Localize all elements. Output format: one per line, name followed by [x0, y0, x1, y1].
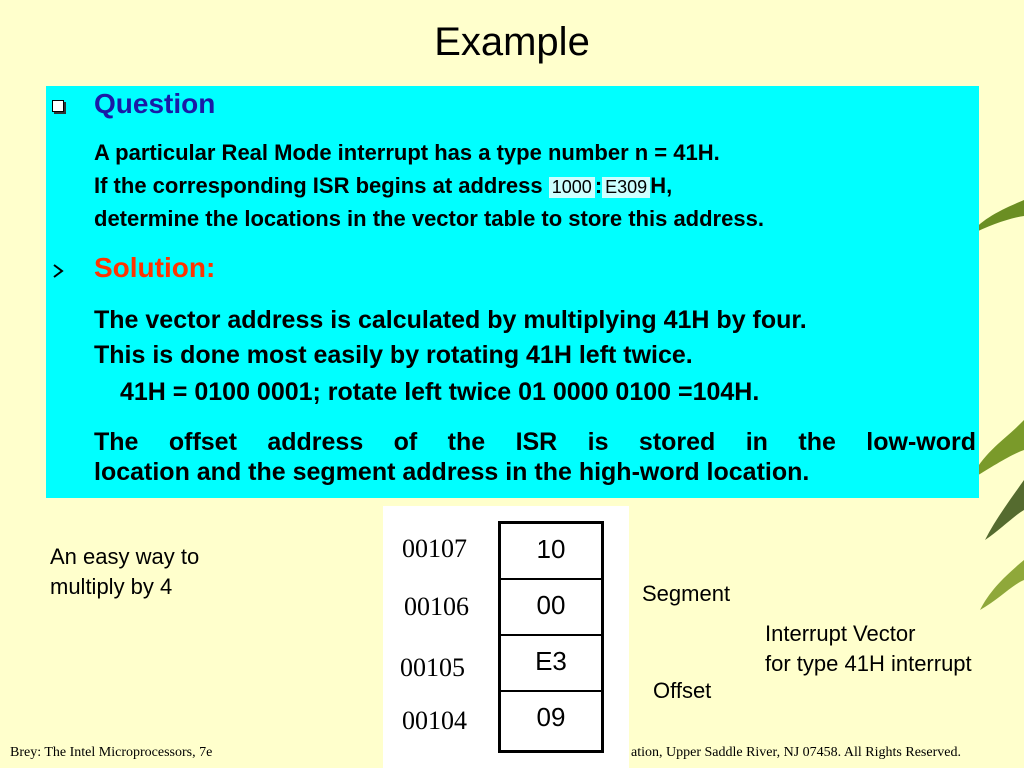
vector-table-cell: 00 — [501, 580, 601, 636]
square-bullet-icon — [52, 100, 64, 112]
vector-table — [498, 521, 604, 753]
question-line-2-text: If the corresponding ISR begins at address — [94, 173, 543, 198]
easy-way-note-line-2: multiply by 4 — [50, 574, 173, 599]
solution-line-3: 41H = 0100 0001; rotate left twice 01 0000 0100 =104H. — [120, 378, 760, 406]
solution-line-2: This is done most easily by rotating 41H left twice. — [94, 341, 693, 369]
vector-table-cell: E3 — [501, 636, 601, 692]
address-label: 00105 — [400, 653, 465, 682]
address-label: 00106 — [404, 592, 469, 621]
interrupt-vector-note-line-1: Interrupt Vector — [765, 621, 916, 646]
address-colon: : — [594, 173, 603, 198]
address-label: 00104 — [402, 706, 467, 735]
segment-value-box: 1000 — [549, 177, 595, 198]
page-title: Example — [434, 20, 590, 64]
interrupt-vector-note — [765, 619, 972, 679]
vector-table-cell: 10 — [501, 524, 601, 580]
question-line-2 — [94, 173, 672, 199]
solution-line-5: location and the segment address in the high-word location. — [94, 458, 810, 486]
solution-heading: Solution: — [94, 252, 216, 283]
arrow-bullet-icon — [52, 264, 64, 278]
solution-line-1: The vector address is calculated by multiplying 41H by four. — [94, 306, 807, 334]
question-line-2-suffix: H, — [650, 173, 673, 198]
address-label: 00107 — [402, 534, 467, 563]
vector-table-cell: 09 — [536, 702, 566, 732]
footer-left: Brey: The Intel Microprocessors, 7e — [10, 745, 213, 760]
offset-label: Offset — [653, 678, 712, 703]
footer-right: ation, Upper Saddle River, NJ 07458. All Rights Reserved. — [631, 745, 961, 760]
question-line-3: determine the locations in the vector table to store this address. — [94, 206, 764, 231]
easy-way-note — [50, 542, 199, 602]
solution-line-4: The offset address of the ISR is stored in the low-word — [94, 428, 976, 456]
interrupt-vector-note-line-2: for type 41H interrupt — [765, 651, 972, 676]
offset-value-box: E309 — [602, 177, 650, 198]
question-heading: Question — [94, 88, 216, 119]
question-line-1: A particular Real Mode interrupt has a type number n = 41H. — [94, 140, 720, 165]
easy-way-note-line-1: An easy way to — [50, 544, 200, 569]
segment-label: Segment — [642, 581, 731, 606]
